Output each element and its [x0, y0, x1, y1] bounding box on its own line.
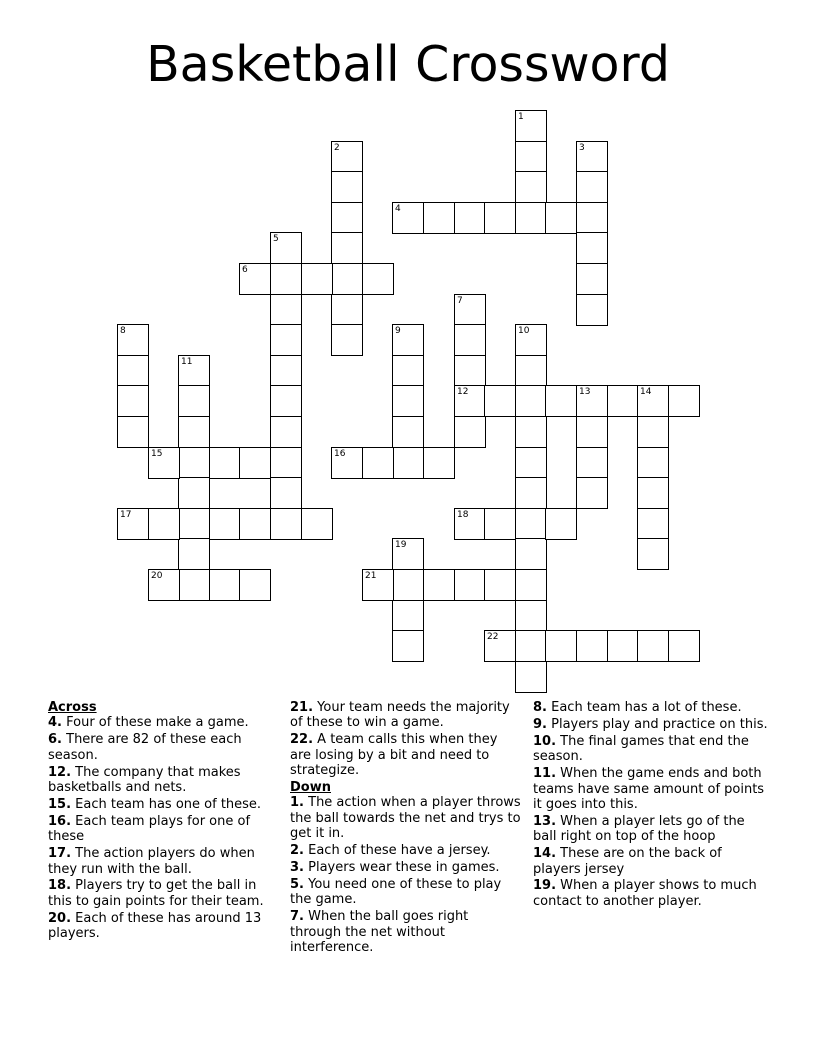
grid-cell[interactable]: [637, 538, 669, 570]
grid-cell[interactable]: [637, 508, 669, 540]
grid-cell[interactable]: [148, 508, 180, 540]
down-clue: [533, 734, 769, 765]
clue-text: The company that makes basketballs and nets.: [48, 764, 241, 796]
grid-cell[interactable]: [668, 385, 700, 417]
grid-cell[interactable]: [331, 202, 363, 234]
cell-number: 12: [457, 387, 469, 397]
cell-number: 19: [395, 540, 407, 550]
cell-number: 22: [487, 632, 499, 642]
grid-cell[interactable]: [515, 600, 547, 632]
page-title: Basketball Crossword: [146, 36, 670, 93]
grid-cell[interactable]: [331, 263, 363, 295]
grid-cell[interactable]: [515, 385, 547, 417]
grid-cell[interactable]: [301, 263, 333, 295]
grid-cell[interactable]: [423, 202, 455, 234]
grid-cell[interactable]: [392, 569, 424, 601]
cell-number: 9: [395, 326, 401, 336]
clue-number: 9.: [533, 716, 547, 732]
clue-text: There are 82 of these each season.: [48, 732, 242, 763]
cell-number: 6: [242, 265, 248, 275]
cell-number: 5: [273, 234, 279, 244]
grid-cell[interactable]: [117, 416, 149, 448]
clue-text: When the ball goes right through the net without interference.: [290, 909, 469, 956]
across-heading: Across: [48, 700, 97, 715]
clue-number: 13.: [533, 813, 557, 829]
grid-cell[interactable]: [637, 477, 669, 509]
cell-number: 1: [518, 112, 524, 122]
grid-cell[interactable]: [270, 508, 302, 540]
grid-cell[interactable]: [270, 385, 302, 417]
clue-number: 17.: [48, 846, 72, 862]
across-clue: [48, 765, 280, 796]
clue-text: Players play and practice on this.: [551, 716, 768, 732]
grid-cell[interactable]: [331, 447, 363, 479]
grid-cell[interactable]: [239, 569, 271, 601]
across-clue: [48, 732, 280, 763]
grid-cell[interactable]: [270, 232, 302, 264]
grid-cell[interactable]: [576, 171, 608, 203]
across-clue: [48, 797, 280, 812]
grid-cell[interactable]: [239, 508, 271, 540]
clue-number: 2.: [290, 843, 304, 859]
cell-number: 15: [151, 449, 163, 459]
grid-cell[interactable]: [576, 477, 608, 509]
clue-number: 22.: [290, 732, 314, 748]
clue-number: 20.: [48, 910, 72, 926]
grid-cell[interactable]: [148, 569, 180, 601]
clues-column-2: [290, 700, 522, 957]
grid-cell[interactable]: [576, 141, 608, 173]
down-clue: [533, 814, 769, 845]
grid-cell[interactable]: [454, 355, 486, 387]
clue-number: 10.: [533, 733, 557, 749]
clue-text: Each of these has around 13 players.: [48, 910, 262, 942]
grid-cell[interactable]: [515, 447, 547, 479]
grid-cell[interactable]: [270, 294, 302, 326]
cell-number: 4: [395, 204, 401, 214]
down-clue: [290, 909, 522, 955]
clue-text: The final games that end the season.: [533, 733, 749, 765]
clue-text: Players wear these in games.: [308, 860, 500, 876]
down-clue: [290, 843, 522, 858]
cell-number: 3: [579, 143, 585, 153]
grid-cell[interactable]: [484, 202, 516, 234]
grid-cell[interactable]: [270, 416, 302, 448]
grid-cell[interactable]: [117, 508, 149, 540]
clue-number: 15.: [48, 796, 72, 812]
grid-cell[interactable]: [484, 630, 516, 662]
cell-number: 10: [518, 326, 530, 336]
grid-cell[interactable]: [392, 447, 424, 479]
cell-number: 14: [640, 387, 652, 397]
grid-cell[interactable]: [515, 324, 547, 356]
grid-cell[interactable]: [484, 508, 516, 540]
grid-cell[interactable]: [454, 324, 486, 356]
across-clue: [48, 878, 280, 909]
clue-number: 1.: [290, 795, 304, 811]
grid-cell[interactable]: [331, 141, 363, 173]
grid-cell[interactable]: [515, 477, 547, 509]
cell-number: 17: [120, 510, 132, 520]
grid-cell[interactable]: [576, 385, 608, 417]
cell-number: 11: [181, 357, 193, 367]
grid-cell[interactable]: [423, 569, 455, 601]
cell-number: 20: [151, 571, 163, 581]
clue-number: 21.: [290, 700, 314, 715]
across-clue: [290, 700, 522, 731]
across-clue: [48, 814, 280, 845]
grid-cell[interactable]: [668, 630, 700, 662]
cell-number: 2: [334, 143, 340, 153]
grid-cell[interactable]: [331, 324, 363, 356]
grid-cell[interactable]: [515, 202, 547, 234]
clue-text: When the game ends and both teams have same amount of points it goes into this.: [533, 766, 765, 812]
grid-cell[interactable]: [515, 538, 547, 570]
grid-cell[interactable]: [515, 630, 547, 662]
clue-text: When a player shows to much contact to another player.: [533, 878, 757, 909]
clue-text: You need one of these to play the game.: [290, 876, 502, 908]
clues-column-3: [533, 700, 769, 911]
clue-text: The action when a player throws the ball towards the net and trys to get it in.: [290, 795, 521, 842]
grid-cell[interactable]: [484, 569, 516, 601]
grid-cell[interactable]: [178, 569, 210, 601]
grid-cell[interactable]: [454, 416, 486, 448]
grid-cell[interactable]: [270, 324, 302, 356]
grid-cell[interactable]: [515, 569, 547, 601]
down-clue: [533, 846, 769, 877]
clue-number: 16.: [48, 813, 72, 829]
grid-cell[interactable]: [637, 385, 669, 417]
clue-number: 18.: [48, 878, 72, 894]
down-clue: [533, 717, 769, 732]
across-clue: [290, 732, 522, 778]
clue-number: 5.: [290, 876, 304, 892]
cell-number: 18: [457, 510, 469, 520]
clue-number: 6.: [48, 732, 62, 748]
grid-cell[interactable]: [392, 630, 424, 662]
clue-number: 8.: [533, 700, 547, 715]
clue-text: Each of these have a jersey.: [308, 843, 491, 859]
clue-text: A team calls this when they are losing by a bit and need to strategize.: [290, 732, 498, 779]
grid-cell[interactable]: [331, 171, 363, 203]
clue-text: These are on the back of players jersey: [533, 846, 722, 877]
cell-number: 7: [457, 296, 463, 306]
grid-cell[interactable]: [117, 385, 149, 417]
grid-cell[interactable]: [515, 110, 547, 142]
down-clue: [290, 877, 522, 908]
grid-cell[interactable]: [454, 294, 486, 326]
across-clue: [48, 911, 280, 942]
grid-cell[interactable]: [270, 263, 302, 295]
down-heading: Down: [290, 780, 331, 796]
clue-number: 11.: [533, 766, 557, 782]
cell-number: 13: [579, 387, 591, 397]
grid-cell[interactable]: [454, 569, 486, 601]
grid-cell[interactable]: [178, 416, 210, 448]
grid-cell[interactable]: [545, 630, 577, 662]
grid-cell[interactable]: [178, 385, 210, 417]
grid-cell[interactable]: [576, 232, 608, 264]
grid-cell[interactable]: [545, 508, 577, 540]
grid-cell[interactable]: [515, 416, 547, 448]
clue-text: Each team has one of these.: [75, 796, 262, 812]
grid-cell[interactable]: [545, 385, 577, 417]
clues-column-1: [48, 700, 280, 943]
cell-number: 16: [334, 449, 346, 459]
clue-text: Players try to get the ball in this to gain points for their team.: [48, 878, 264, 909]
grid-cell[interactable]: [576, 294, 608, 326]
grid-cell[interactable]: [515, 508, 547, 540]
grid-cell[interactable]: [362, 263, 394, 295]
clue-number: 19.: [533, 878, 557, 894]
grid-cell[interactable]: [392, 385, 424, 417]
grid-cell[interactable]: [392, 600, 424, 632]
grid-cell[interactable]: [576, 263, 608, 295]
down-clue: [290, 795, 522, 841]
grid-cell[interactable]: [454, 508, 486, 540]
grid-cell[interactable]: [454, 202, 486, 234]
grid-cell[interactable]: [454, 385, 486, 417]
grid-cell[interactable]: [331, 294, 363, 326]
grid-cell[interactable]: [423, 447, 455, 479]
grid-cell[interactable]: [178, 477, 210, 509]
grid-cell[interactable]: [239, 263, 271, 295]
clue-number: 14.: [533, 846, 557, 862]
grid-cell[interactable]: [515, 141, 547, 173]
grid-cell[interactable]: [178, 538, 210, 570]
grid-cell[interactable]: [209, 569, 241, 601]
across-clue: [48, 846, 280, 877]
grid-cell[interactable]: [515, 661, 547, 693]
grid-cell[interactable]: [270, 477, 302, 509]
down-clue: [533, 878, 769, 909]
grid-cell[interactable]: [178, 355, 210, 387]
grid-cell[interactable]: [270, 355, 302, 387]
grid-cell[interactable]: [209, 447, 241, 479]
grid-cell[interactable]: [392, 324, 424, 356]
clue-number: 12.: [48, 764, 72, 780]
grid-cell[interactable]: [607, 630, 639, 662]
cell-number: 8: [120, 326, 126, 336]
grid-cell[interactable]: [607, 385, 639, 417]
grid-cell[interactable]: [239, 447, 271, 479]
down-clue: [533, 766, 769, 812]
down-clue: [533, 700, 769, 715]
grid-cell[interactable]: [484, 385, 516, 417]
grid-cell[interactable]: [362, 569, 394, 601]
grid-cell[interactable]: [270, 447, 302, 479]
clue-text: Each team plays for one of these: [48, 813, 251, 845]
clue-text: When a player lets go of the ball right on top of the hoop: [533, 813, 745, 845]
grid-cell[interactable]: [392, 416, 424, 448]
grid-cell[interactable]: [576, 630, 608, 662]
grid-cell[interactable]: [148, 447, 180, 479]
grid-cell[interactable]: [331, 232, 363, 264]
grid-cell[interactable]: [545, 202, 577, 234]
clue-number: 4.: [48, 715, 62, 731]
clue-text: The action players do when they run with the ball.: [48, 846, 255, 877]
grid-cell[interactable]: [209, 508, 241, 540]
clue-text: Each team has a lot of these.: [551, 700, 742, 715]
grid-cell[interactable]: [301, 508, 333, 540]
grid-cell[interactable]: [117, 355, 149, 387]
grid-cell[interactable]: [178, 447, 210, 479]
grid-cell[interactable]: [576, 416, 608, 448]
grid-cell[interactable]: [362, 447, 394, 479]
grid-cell[interactable]: [392, 202, 424, 234]
grid-cell[interactable]: [178, 508, 210, 540]
grid-cell[interactable]: [576, 202, 608, 234]
cell-number: 21: [365, 571, 377, 581]
down-clue: [290, 860, 522, 875]
grid-cell[interactable]: [392, 355, 424, 387]
grid-cell[interactable]: [117, 324, 149, 356]
grid-cell[interactable]: [515, 171, 547, 203]
clue-number: 3.: [290, 860, 304, 876]
grid-cell[interactable]: [637, 447, 669, 479]
grid-cell[interactable]: [515, 355, 547, 387]
grid-cell[interactable]: [576, 447, 608, 479]
grid-cell[interactable]: [637, 630, 669, 662]
grid-cell[interactable]: [637, 416, 669, 448]
grid-cell[interactable]: [392, 538, 424, 570]
clue-number: 7.: [290, 909, 304, 925]
clue-text: Your team needs the majority of these to win a game.: [290, 700, 510, 731]
clue-text: Four of these make a game.: [66, 715, 249, 731]
across-clue: [48, 715, 280, 730]
